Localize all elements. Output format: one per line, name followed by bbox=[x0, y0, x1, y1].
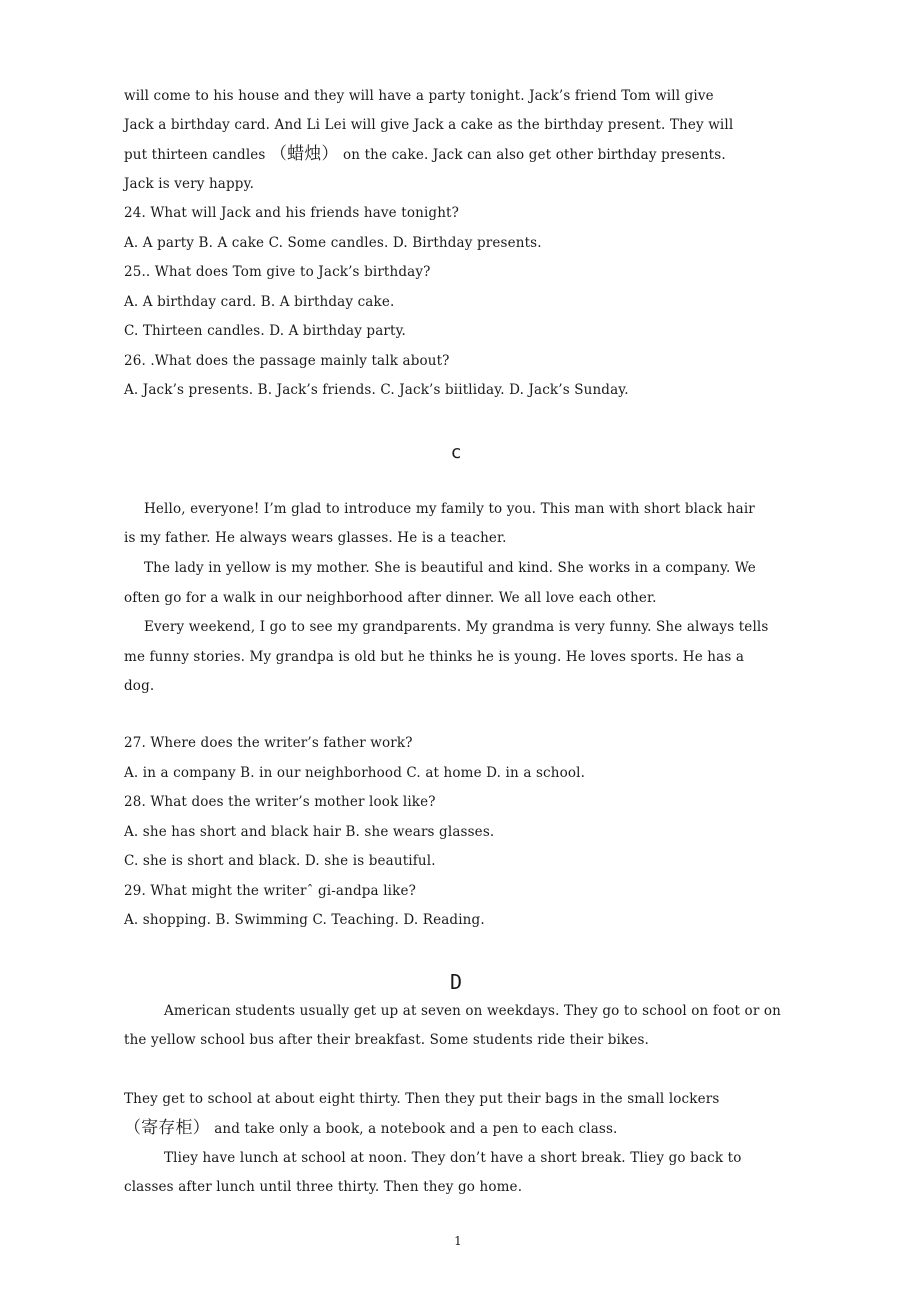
question-27: 27. Where does the writer’s father work? bbox=[124, 735, 413, 751]
passage-c-line: dog. bbox=[124, 678, 155, 694]
passage-b-line: Jack is very happy. bbox=[124, 176, 255, 192]
passage-c-line: Every weekend, I go to see my grandparents. My grandma is very funny. She always tells bbox=[144, 619, 769, 635]
passage-b-line: will come to his house and they will have a party tonight. Jack’s friend Tom will give bbox=[124, 88, 714, 104]
passage-c-line: me funny stories. My grandpa is old but he thinks he is young. He loves sports. He has a bbox=[124, 649, 745, 665]
question-26: 26. .What does the passage mainly talk about? bbox=[124, 353, 450, 369]
options-28-cd: C. she is short and black. D. she is beautiful. bbox=[124, 853, 436, 869]
passage-b-line: Jack a birthday card. And Li Lei will give Jack a cake as the birthday present. They will bbox=[124, 117, 734, 133]
section-heading-c: c bbox=[450, 442, 462, 463]
passage-d-line: American students usually get up at seven on weekdays. They go to school on foot or on bbox=[164, 1003, 781, 1019]
question-24: 24. What will Jack and his friends have tonight? bbox=[124, 205, 460, 221]
page-number: 1 bbox=[454, 1234, 462, 1248]
passage-d-line: Tliey have lunch at school at noon. They don’t have a short break. Tliey go back to bbox=[164, 1150, 742, 1166]
passage-b-text: put thirteen candles bbox=[124, 147, 270, 163]
passage-d-line: They get to school at about eight thirty. Then they put their bags in the small lockers bbox=[124, 1091, 720, 1107]
options-27: A. in a company B. in our neighborhood C. at home D. in a school. bbox=[124, 765, 586, 781]
options-24: A. A party B. A cake C. Some candles. D. Birthday presents. bbox=[124, 235, 542, 251]
passage-d-line: classes after lunch until three thirty. Then they go home. bbox=[124, 1179, 523, 1195]
chinese-gloss-candles: （蜡烛） bbox=[269, 144, 339, 164]
options-28-ab: A. she has short and black hair B. she wears glasses. bbox=[124, 824, 495, 840]
passage-b-text: on the cake. Jack can also get other birthday presents. bbox=[338, 147, 726, 163]
chinese-gloss-lockers: （寄存柜） bbox=[124, 1118, 210, 1138]
passage-d-text: and take only a book, a notebook and a pen to each class. bbox=[209, 1121, 618, 1137]
options-25-ab: A. A birthday card. B. A birthday cake. bbox=[124, 294, 395, 310]
options-29: A. shopping. B. Swimming C. Teaching. D. Reading. bbox=[124, 912, 485, 928]
passage-d-line: the yellow school bus after their breakfast. Some students ride their bikes. bbox=[124, 1032, 649, 1048]
question-29: 29. What might the writerˆ gi-andpa like? bbox=[124, 883, 416, 899]
passage-b-line bbox=[124, 145, 824, 164]
section-heading-d: D bbox=[449, 970, 463, 994]
question-28: 28. What does the writer’s mother look like? bbox=[124, 794, 436, 810]
options-25-cd: C. Thirteen candles. D. A birthday party. bbox=[124, 323, 407, 339]
passage-c-line: is my father. He always wears glasses. He is a teacher. bbox=[124, 530, 507, 546]
passage-d-line bbox=[124, 1119, 824, 1138]
question-25: 25.. What does Tom give to Jack’s birthday? bbox=[124, 264, 431, 280]
options-26: A. Jack’s presents. B. Jack’s friends. C. Jack’s biitliday. D. Jack’s Sunday. bbox=[124, 382, 629, 398]
passage-c-line: The lady in yellow is my mother. She is beautiful and kind. She works in a company. We bbox=[144, 560, 756, 576]
passage-c-line: Hello, everyone! I’m glad to introduce my family to you. This man with short black hair bbox=[144, 501, 755, 517]
passage-c-line: often go for a walk in our neighborhood after dinner. We all love each other. bbox=[124, 590, 657, 606]
